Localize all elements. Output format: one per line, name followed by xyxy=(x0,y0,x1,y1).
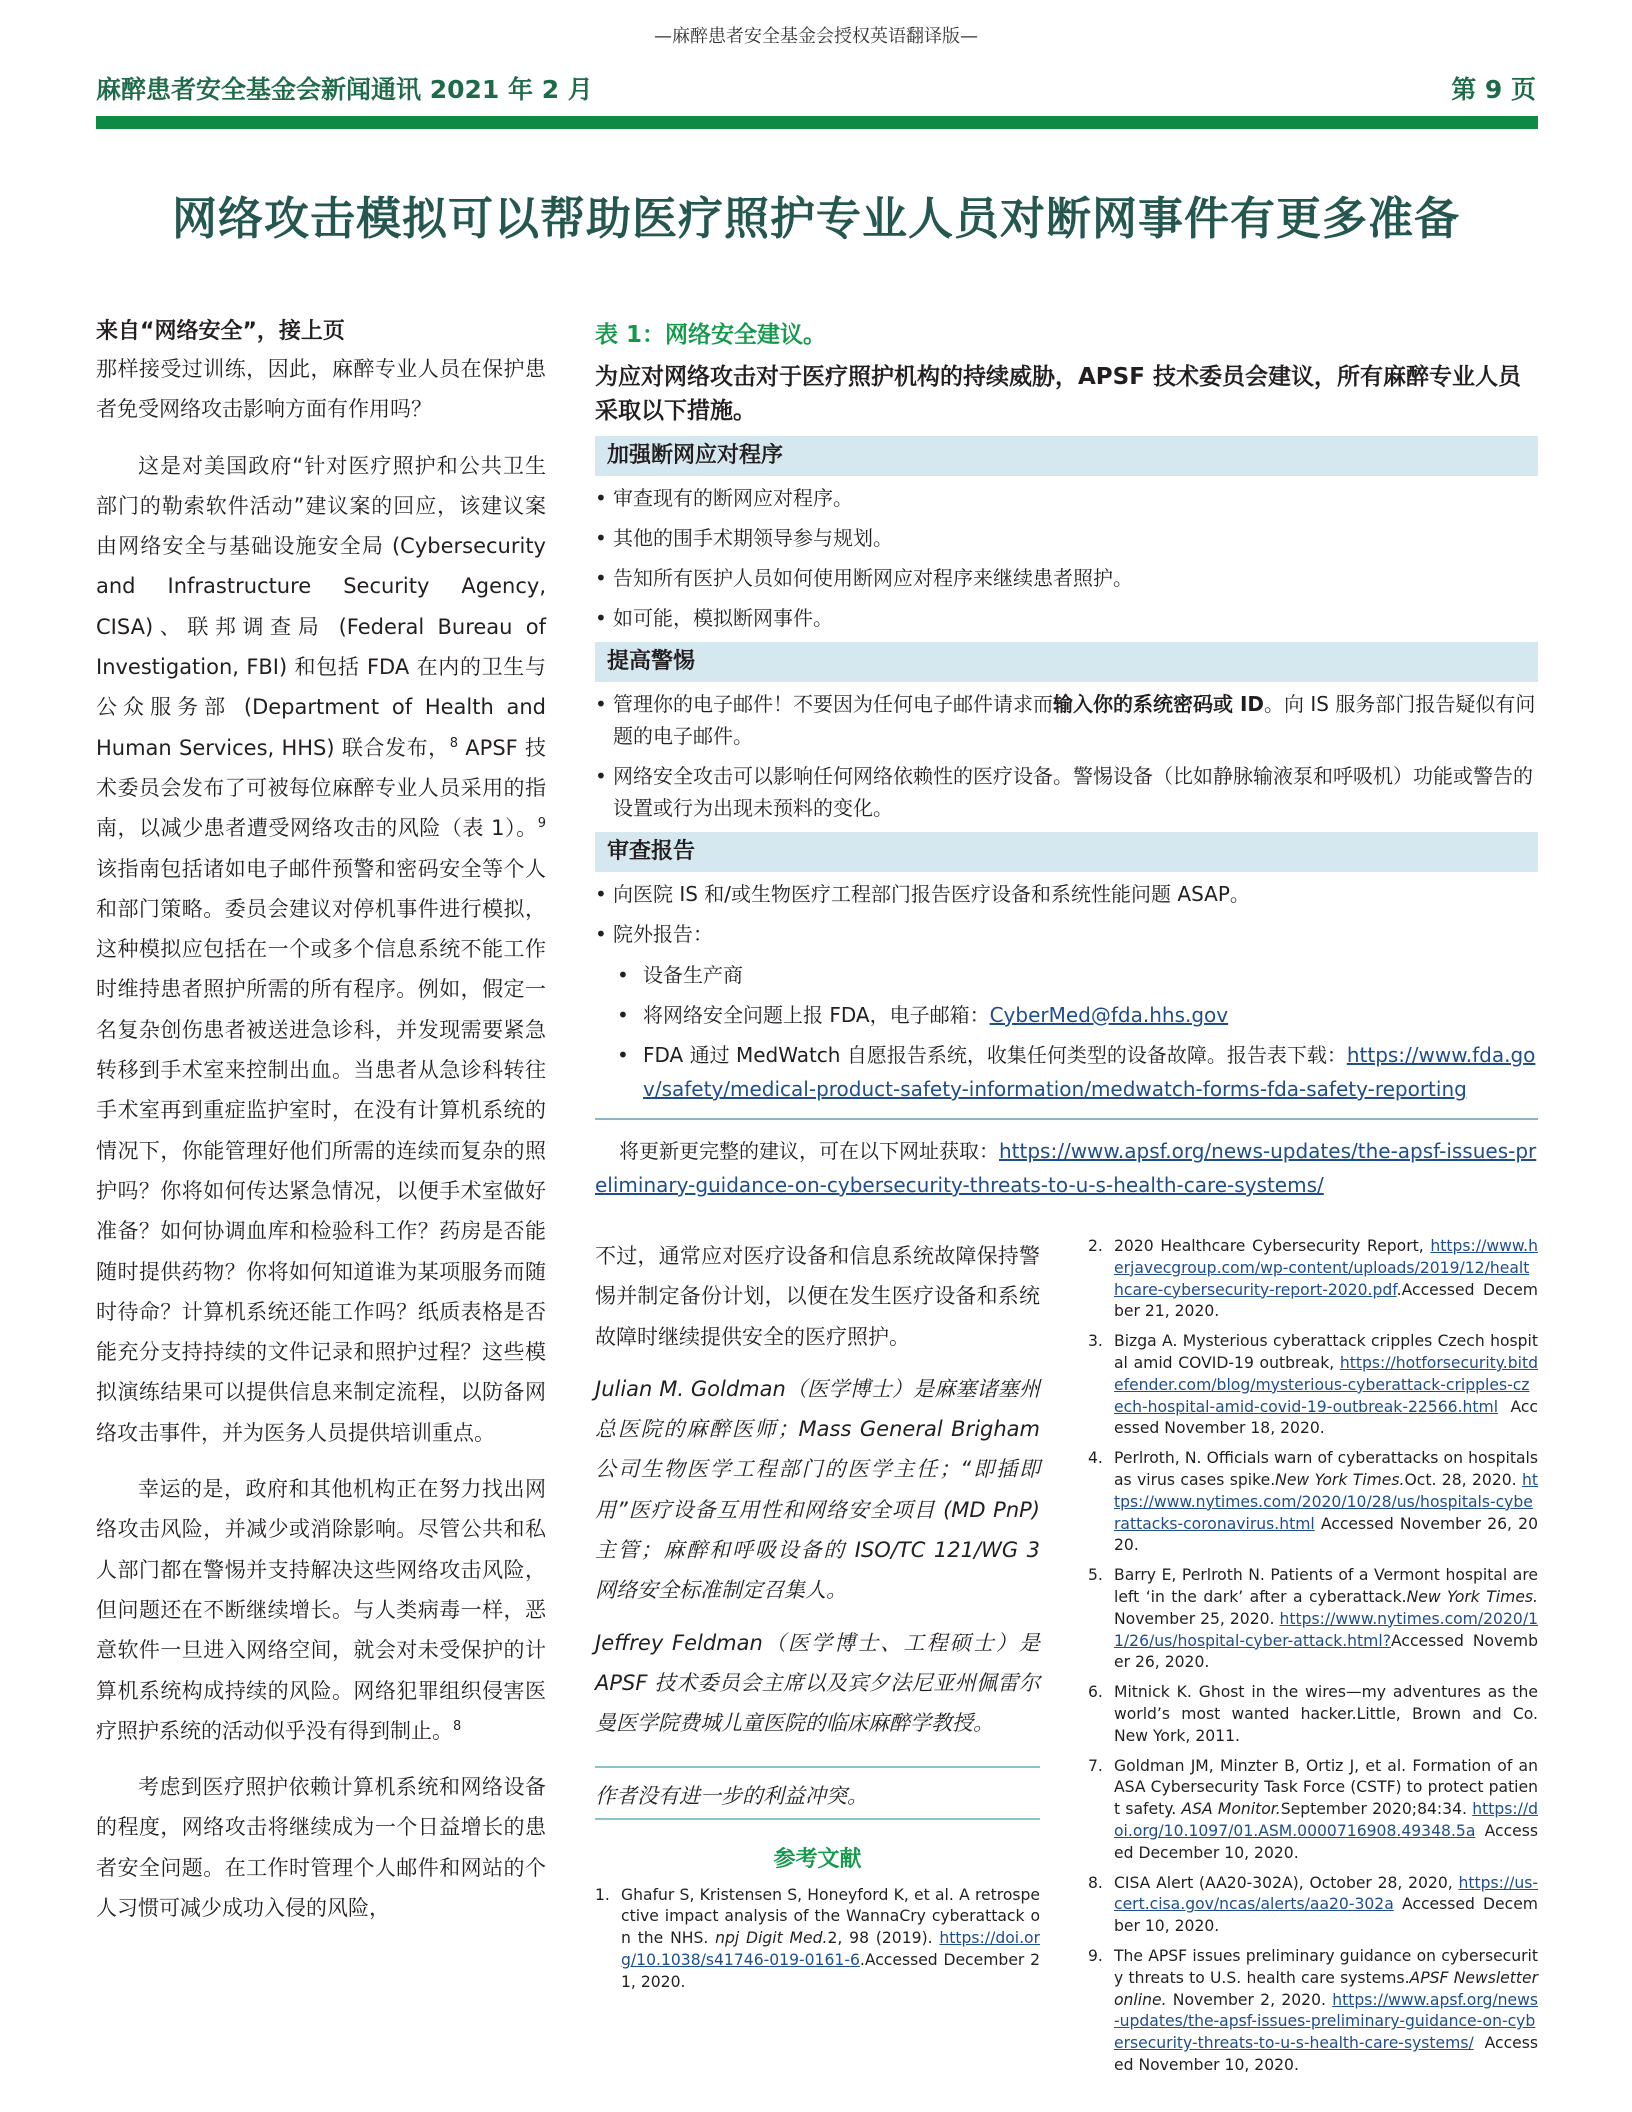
reference-link[interactable]: https://www.nytimes.com/2020/11/26/us/hospital-cyber-attack.html? xyxy=(1114,1609,1538,1650)
reference-item: 7. Goldman JM, Minzter B, Ortiz J, et al. Formation of an ASA Cybersecurity Task Force (CSTF) to protect patient safety. ASA Monitor.September 2020;84:34. https://doi.org/10.1097/01.ASM.0000716908.49348.5a Accessed December 10, 2020. xyxy=(1088,1756,1538,1862)
reference-item: 8. CISA Alert (AA20-302A), October 28, 2020, https://us-cert.cisa.gov/ncas/alerts/aa20-302a Accessed December 10, 2020. xyxy=(1088,1873,1538,1936)
continued-label: 来自“网络安全”，接上页 xyxy=(96,319,345,344)
reference-item: 2. 2020 Healthcare Cybersecurity Report, https://www.herjavecgroup.com/wp-content/uploads/2019/12/healthcare-cybersecurity-report-2020.pdf.Accessed December 21, 2020. xyxy=(1088,1237,1538,1321)
references-heading: 参考文献 xyxy=(773,1846,862,1872)
middle-column xyxy=(595,1236,1040,2002)
conflict-statement: 作者没有进一步的利益冲突。 xyxy=(595,1766,1040,1820)
reference-link[interactable]: https://doi.org/10.1038/s41746-019-0161-6 xyxy=(621,1929,1040,1969)
article-title: 网络攻击模拟可以帮助医疗照护专业人员对断网事件有更多准备 xyxy=(171,192,1460,245)
paragraph-5: 不过，通常应对医疗设备和信息系统故障保持警惕并制定备份计划，以便在发生医疗设备和系统故障时继续提供安全的医疗照护。 xyxy=(595,1244,1040,1349)
table-1 xyxy=(595,316,1538,1202)
author-bio-goldman: Julian M. Goldman（医学博士）是麻塞诸塞州总医院的麻醉医师；Mass General Brigham 公司生物医学工程部门的医学主任；“即插即用”医疗设备互用性和网络安全项目 (MD PnP) 主管；麻醉和呼吸设备的 ISO/TC 121/WG 3 网络安全标准制定召集人。 xyxy=(595,1376,1040,1603)
sub-list-item: • 设备生产商 xyxy=(595,958,1538,992)
medwatch-link[interactable]: https://www.fda.gov/safety/medical-product-safety-information/medwatch-forms-fda-safety-reporting xyxy=(643,1043,1536,1101)
paragraph-3: 幸运的是，政府和其他机构正在努力找出网络攻击风险，并减少或消除影响。尽管公共和私人部门都在警惕并支持解决这些网络攻击风险，但问题还在不断继续增长。与人类病毒一样，恶意软件一旦进入网络空间，就会对未受保护的计算机系统构成持续的风险。网络犯罪组织侵害医疗照护系统的活动似乎没有得到制止。$^8$ xyxy=(96,1477,546,1743)
section-head-reporting: 审查报告 xyxy=(595,832,1538,872)
reference-link[interactable]: https://www.herjavecgroup.com/wp-content/uploads/2019/12/healthcare-cybersecurity-report-2020.pdf xyxy=(1114,1237,1538,1299)
reference-item: 5. Barry E, Perlroth N. Patients of a Vermont hospital are left ‘in the dark’ after a cyberattack.New York Times. November 25, 2020. https://www.nytimes.com/2020/11/26/us/hospital-cyber-attack.html?Accessed November 26, 2020. xyxy=(1088,1566,1538,1672)
author-bio-feldman: Jeffrey Feldman（医学博士、工程硕士）是 APSF 技术委员会主席以及宾夕法尼亚州佩雷尔曼医学院费城儿童医院的临床麻醉学教授。 xyxy=(595,1630,1040,1736)
sub-list-item: • FDA 通过 MedWatch 自愿报告系统，收集任何类型的设备故障。报告表下载：https://www.fda.gov/safety/medical-product-safety-information/medwatch-forms-fda-safety-reporting xyxy=(595,1038,1538,1106)
list-item: • 网络安全攻击可以影响任何网络依赖性的医疗设备。警惕设备（比如静脉输液泵和呼吸机）功能或警告的设置或行为出现未预料的变化。 xyxy=(595,760,1538,824)
paragraph-4: 考虑到医疗照护依赖计算机系统和网络设备的程度，网络攻击将继续成为一个日益增长的患者安全问题。在工作时管理个人邮件和网站的个人习惯可减少成功入侵的风险， xyxy=(96,1775,546,1920)
reference-item: 4. Perlroth, N. Officials warn of cyberattacks on hospitals as virus cases spike.New York Times.Oct. 28, 2020. https://www.nytimes.com/2020/10/28/us/hospitals-cyberattacks-coronavirus.html Accessed November 26, 2020. xyxy=(1088,1449,1538,1555)
section-head-vigilance: 提高警惕 xyxy=(595,642,1538,682)
reference-item: 9. The APSF issues preliminary guidance on cybersecurity threats to U.S. health care systems.APSF Newsletter online. November 2, 2020. https://www.apsf.org/news-updates/the-apsf-issues-preliminary-guidance-on-cybersecurity-threats-to-u-s-health-care-systems/ Accessed November 10, 2020. xyxy=(1088,1946,1538,2074)
table-note: 将更新更完整的建议，可在以下网址获取：https://www.apsf.org/news-updates/the-apsf-issues-preliminary-guidance-on-cybersecurity-threats-to-u-s-health-care-systems/ xyxy=(595,1139,1537,1197)
paragraph-2: 这是对美国政府“针对医疗照护和公共卫生部门的勒索软件活动”建议案的回应，该建议案由网络安全与基础设施安全局 (Cybersecurity and Infrastructure Security Agency, CISA)、联邦调查局 (Federal Bureau of Investigation, FBI) 和包括 FDA 在内的卫生与公众服务部 (Department of Health and Human Services, HHS) 联合发布，$^8$ APSF 技术委员会发布了可被每位麻醉专业人员采用的指南，以减少患者遭受网络攻击的风险（表 1）。$^9$ 该指南包括诸如电子邮件预警和密码安全等个人和部门策略。委员会建议对停机事件进行模拟，这种模拟应包括在一个或多个信息系统不能工作时维持患者照护所需的所有程序。例如，假定一名复杂创伤患者被送进急诊科，并发现需要紧急转移到手术室来控制出血。当患者从急诊科转往手术室再到重症监护室时，在没有计算机系统的情况下，你能管理好他们所需的连续而复杂的照护吗？你将如何传达紧急情况，以便手术室做好准备？如何协调血库和检验科工作？药房是否能随时提供药物？你将如何知道谁为某项服务而随时待命？计算机系统还能工作吗？纸质表格是否能充分支持持续的文件记录和照护过程？这些模拟演练结果可以提供信息来制定流程，以防备网络攻击事件，并为医务人员提供培训重点。 xyxy=(96,453,546,1445)
list-item: • 告知所有医护人员如何使用断网应对程序来继续患者照护。 xyxy=(595,562,1538,594)
list-item: • 审查现有的断网应对程序。 xyxy=(595,482,1538,514)
list-item: • 如可能，模拟断网事件。 xyxy=(595,602,1538,634)
paragraph-1: 那样接受过训练，因此，麻醉专业人员在保护患者免受网络攻击影响方面有作用吗？ xyxy=(96,357,546,422)
list-item: • 其他的围手术期领导参与规划。 xyxy=(595,522,1538,554)
reference-item: 6. Mitnick K. Ghost in the wires—my adventures as the world’s most wanted hacker.Little, Brown and Co. New York, 2011. xyxy=(1088,1683,1538,1745)
left-column xyxy=(96,314,546,1944)
newsletter-title: 麻醉患者安全基金会新闻通讯 2021 年 2 月 xyxy=(96,75,593,104)
reference-link[interactable]: https://hotforsecurity.bitdefender.com/blog/mysterious-cyberattack-cripples-czech-hospital-amid-covid-19-outbreak-22566.html xyxy=(1114,1353,1538,1416)
reference-item: 1. Ghafur S, Kristensen S, Honeyford K, et al. A retrospective impact analysis of the WannaCry cyberattack on the NHS. npj Digit Med.2, 98 (2019). https://doi.org/10.1038/s41746-019-0161-6.Accessed December 21, 2020. xyxy=(595,1885,1040,1991)
reference-link[interactable]: https://us-cert.cisa.gov/ncas/alerts/aa20-302a xyxy=(1114,1873,1538,1914)
list-item: • 向医院 IS 和/或生物医疗工程部门报告医疗设备和系统性能问题 ASAP。 xyxy=(595,878,1538,910)
reference-link[interactable]: https://www.nytimes.com/2020/10/28/us/hospitals-cyberattacks-coronavirus.html xyxy=(1114,1470,1538,1533)
fda-email-link[interactable]: CyberMed@fda.hhs.gov xyxy=(989,1003,1229,1027)
reference-item: 3. Bizga A. Mysterious cyberattack cripples Czech hospital amid COVID-19 outbreak, https://hotforsecurity.bitdefender.com/blog/mysterious-cyberattack-cripples-czech-hospital-amid-covid-19-outbreak-22566.html Accessed November 18, 2020. xyxy=(1088,1332,1538,1438)
sub-list-item: • 将网络安全问题上报 FDA，电子邮箱：CyberMed@fda.hhs.gov xyxy=(595,998,1538,1032)
list-item: • 管理你的电子邮件！不要因为任何电子邮件请求而输入你的系统密码或 ID。向 IS 服务部门报告疑似有问题的电子邮件。 xyxy=(595,688,1538,752)
list-item: • 院外报告： xyxy=(595,918,1538,950)
table-divider xyxy=(595,1118,1538,1120)
section-head-downtime: 加强断网应对程序 xyxy=(595,436,1538,476)
table-intro: 为应对网络攻击对于医疗照护机构的持续威胁，APSF 技术委员会建议，所有麻醉专业人员采取以下措施。 xyxy=(595,364,1521,424)
reference-link[interactable]: https://www.apsf.org/news-updates/the-apsf-issues-preliminary-guidance-on-cybersecurity-threats-to-u-s-health-care-systems/ xyxy=(1114,1990,1538,2053)
table-title: 表 1：网络安全建议。 xyxy=(595,322,827,348)
apsf-guidance-link[interactable]: https://www.apsf.org/news-updates/the-apsf-issues-preliminary-guidance-on-cybersecurity-threats-to-u-s-health-care-systems/ xyxy=(595,1139,1537,1197)
page-number: 第 9 页 xyxy=(1451,75,1536,104)
header-divider xyxy=(96,116,1538,129)
translation-tagline: —麻醉患者安全基金会授权英语翻译版— xyxy=(654,26,978,47)
reference-link[interactable]: https://doi.org/10.1097/01.ASM.0000716908.49348.5a xyxy=(1114,1800,1538,1840)
references-right-column xyxy=(1088,1236,1538,2085)
